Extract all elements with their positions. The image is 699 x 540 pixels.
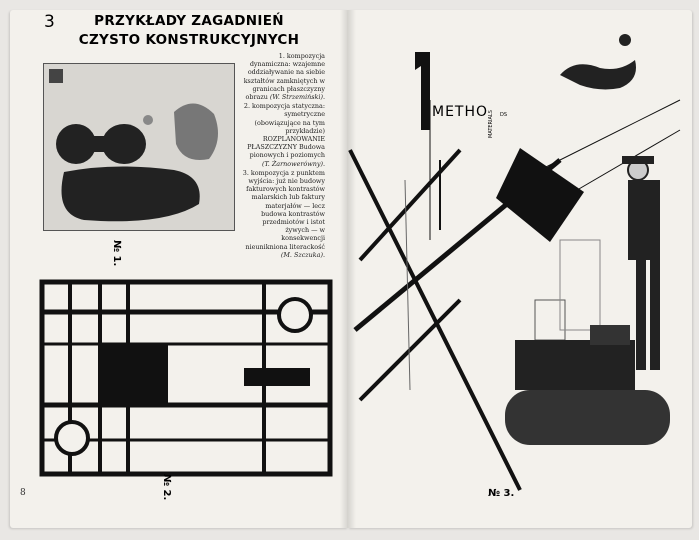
methods-title: METHO [432, 104, 489, 120]
caption-item-2: 2. kompozycja statyczna: symetryczne (obowiązujące na tym przykładzie) ROZPLANOWANIE PŁASZCZYZNY Budowa pionowych i poziomych (T. Żarnowerówny). [243, 102, 325, 168]
methods-suffix: DS [500, 112, 508, 118]
label-no-3: № 3. [488, 488, 515, 499]
page-heading: PRZYKŁADY ZAGADNIEŃ CZYSTO KONSTRUKCYJNYCH [78, 13, 300, 48]
label-no-1: № 1. [111, 240, 122, 267]
page-number: 8 [20, 488, 26, 498]
heading-number: 3 [44, 12, 55, 32]
materials-label: MATERIALS [488, 110, 494, 138]
caption-item-1: 1. kompozycja dynamiczna: wzajemne oddziaływanie na siebie kształtów zamkniętych w granicach płaszczyzny obrazu (W. Strzemiński). [243, 52, 325, 102]
label-no-2: № 2. [161, 474, 172, 501]
caption-item-3: 3. kompozycja z punktem wyjścia: już nie budowy fakturowych kontrastów malarskich lub faktury materjałów — lecz budowa kontrastów przedmiotów i istot żywych — w konsekwencji nieunikniona literackość (M. Szczuka). [242, 168, 325, 259]
